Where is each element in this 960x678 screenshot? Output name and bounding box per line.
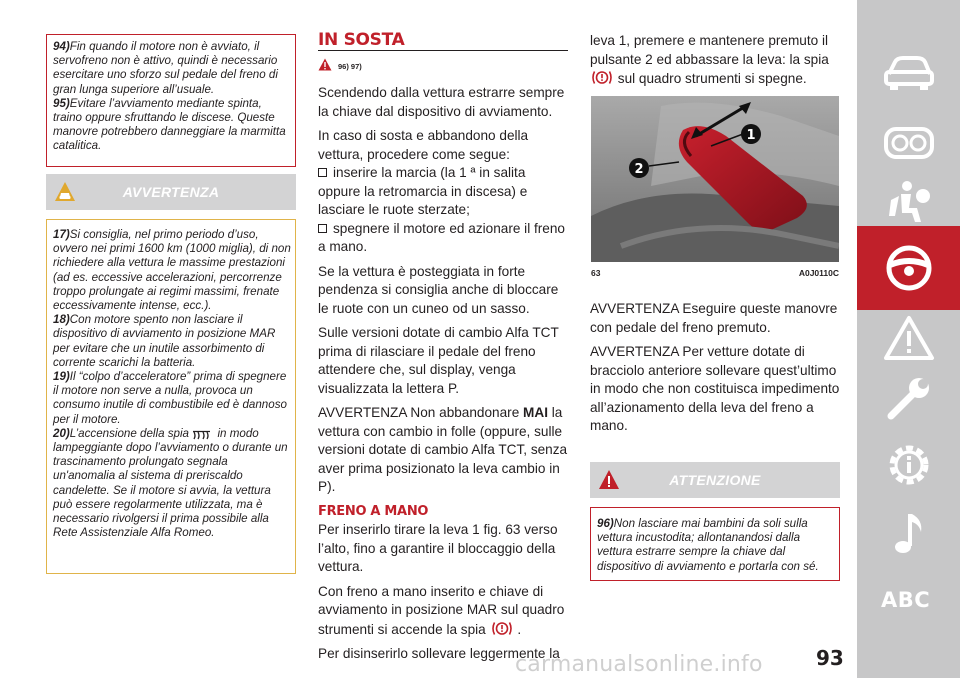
note-18: 18)Con motore spento non lasciare il dispositivo di avviamento in posizione MAR per evitare che un inutile assorbimento di corrente scarichi la batteria. — [53, 313, 276, 369]
car-icon[interactable] — [883, 52, 935, 92]
checkbox-bullet — [318, 168, 327, 177]
avvertenza-1: AVVERTENZA Eseguire queste manovre con pedale del freno premuto. — [590, 301, 838, 335]
attention-band — [590, 462, 840, 498]
warning-title: AVVERTENZA — [122, 184, 220, 200]
brake-paragraph-1: Per inserirlo tirare la leva 1 fig. 63 verso l’alto, fino a garantire il bloccaggio della vettura. — [318, 522, 558, 574]
gear-info-icon[interactable] — [883, 440, 935, 490]
note-94: 94)Fin quando il motore non è avviato, il servofreno non è attivo, quindi è necessario esercitare uno sforzo sul pedale del freno di gran lunga superiore all’usuale. — [53, 40, 278, 96]
procedure-intro: In caso di sosta e abbandono della vettura, procedere come segue: — [318, 128, 529, 162]
warning-ref-icon — [318, 58, 332, 71]
safety-icon[interactable] — [883, 180, 935, 226]
checkbox-bullet — [318, 224, 327, 233]
handbrake-figure — [591, 96, 839, 262]
brake-warning-icon — [490, 620, 514, 637]
subsection-title: FRENO A MANO — [318, 503, 429, 519]
section-divider — [318, 50, 568, 51]
parking-text-continued — [590, 32, 842, 89]
intro-paragraph: Scendendo dalla vettura estrarre sempre la chiave dal dispositivo di avviamento. — [318, 85, 565, 119]
attention-title: ATTENZIONE — [669, 472, 761, 488]
steering-wheel-icon[interactable] — [883, 243, 935, 293]
brake-paragraph-2: Con freno a mano inserito e chiave di avviamento in posizione MAR sul quadro strumenti si accende la spia . — [318, 583, 565, 637]
notes-box-top — [46, 34, 296, 167]
dashboard-icon[interactable] — [883, 123, 935, 163]
parking-text — [318, 84, 570, 664]
note-95: 95)Evitare l’avviamento mediante spinta, traino oppure sfruttando le discese. Queste manovre potrebbero danneggiare la marmitta catalitica. — [53, 96, 286, 153]
page-number: 93 — [816, 646, 844, 670]
slope-paragraph: Se la vettura è posteggiata in forte pendenza si consiglia anche di bloccare le ruote con un cuneo od un sasso. — [318, 263, 559, 316]
brake-paragraph-3: Per disinserirlo sollevare leggermente la — [318, 646, 560, 661]
section-title: IN SOSTA — [318, 30, 405, 50]
warning-band — [46, 174, 296, 210]
note-17: 17)Si consiglia, nel primo periodo d’uso, ovvero nei primi 1600 km (1000 miglia), di non richiedere alla vettura le massime prestazioni (ad es. eccessive accelerazioni, percorrenze troppo prolungate ai regimi massimi, frenate eccessivamente intense, ecc.). — [53, 228, 291, 313]
warning-triangle-icon[interactable] — [883, 315, 935, 361]
note-96: 96)Non lasciare mai bambini da soli sulla vettura incustodita; allontanandosi dalla vettura estrarre sempre la chiave dal dispositivo di avviamento e portarla con sé. — [597, 517, 819, 573]
bullet-item: spegnere il motore ed azionare il freno a mano. — [318, 220, 565, 254]
tct-paragraph: Sulle versioni dotate di cambio Alfa TCT prima di rilasciare il pedale del freno attendere che, sul display, venga visualizzata la lettera P. — [318, 325, 559, 396]
notes-box-attention — [590, 507, 840, 581]
music-note-icon[interactable] — [883, 510, 935, 556]
bullet-item: inserire la marcia (la 1 ª in salita oppure la retromarcia in discesa) e lasciare le ruote sterzate; — [318, 165, 528, 217]
notes-box-warning — [46, 219, 296, 574]
watermark: carmanualsonline.info — [515, 652, 763, 677]
note-19: 19)Il “colpo d’acceleratore” prima di spegnere il motore non serve a nulla, provoca un consumo inutile di combustibile ed è dannoso per il motore. — [53, 370, 287, 426]
continued-paragraph: leva 1, premere e mantenere premuto il pulsante 2 ed abbassare la leva: la spia sul quadro strumenti si spegne. — [590, 33, 829, 86]
wrench-icon[interactable] — [883, 376, 935, 422]
glow-plug-icon — [192, 430, 214, 440]
svg-text:1: 1 — [746, 128, 756, 143]
figure-number: 63 — [591, 268, 601, 278]
figure-caption — [591, 268, 839, 278]
warnings-text — [590, 300, 842, 436]
svg-text:2: 2 — [634, 162, 644, 177]
avvertenza-2: AVVERTENZA Per vetture dotate di bracciolo anteriore sollevare quest’ultimo in modo che non costituisca impedimento all’azionamento della leva del freno a mano. — [590, 344, 840, 433]
brake-warning-icon — [590, 69, 614, 86]
abc-index[interactable]: ABC — [881, 588, 931, 612]
avvertenza-paragraph: AVVERTENZA Non abbandonare MAI la vettura con cambio in folle (oppure, sulle versioni dotate di cambio Alfa TCT, senza aver prima posizionato la leva cambio in P). — [318, 405, 568, 494]
figure-code: A0J0110C — [798, 268, 839, 278]
handbrake-illustration — [591, 96, 839, 262]
note-20: 20)L’accensione della spia in modo lampeggiante dopo l’avviamento o durante un trascinamento prolungato segnala un'anomalia al sistema di preriscaldo candelette. Se il motore si avvia, la vettura può essere regolarmente utilizzata, ma è necessario rivolgersi il prima possibile alla Rete Assistenziale Alfa Romeo. — [53, 426, 288, 540]
